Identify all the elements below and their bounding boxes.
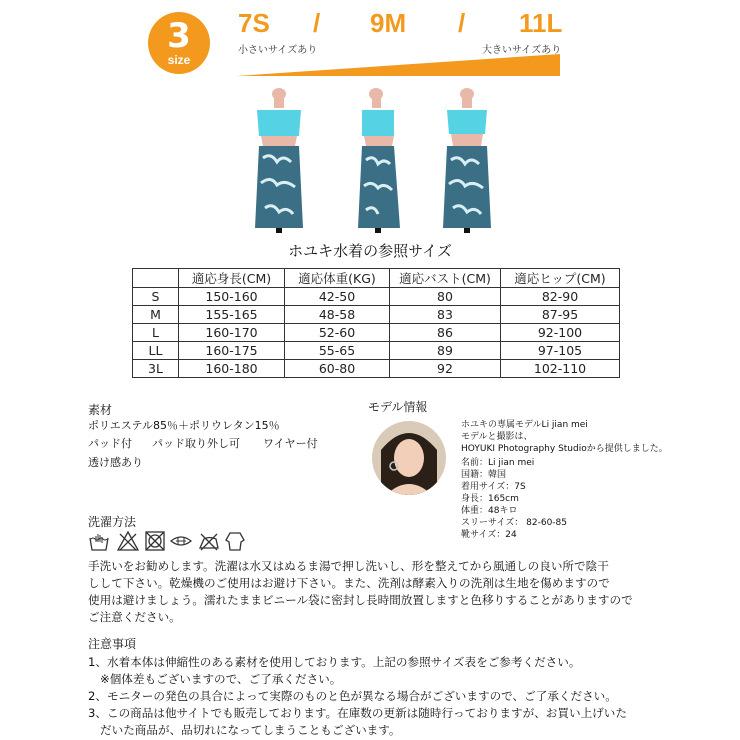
table-cell: 92-100 [501, 324, 620, 342]
table-cell: 102-110 [501, 360, 620, 378]
washing-line-1: 手洗いをお勧めします。洗濯は水又はぬるま湯で押し洗いし、形を整えてから風通しの良い所で陰干 [88, 559, 609, 573]
size-11l-label: 11L [519, 8, 563, 38]
table-cell: L [133, 324, 179, 342]
table-cell: 87-95 [501, 306, 620, 324]
table-cell: 80 [390, 288, 501, 306]
large-size-note: 大きいサイズあり [482, 45, 562, 56]
notes-line-1: 1、水着本体は伸縮性のある素材を使用しております。上記の参照サイズ表をご参考ください。 [88, 655, 581, 669]
notes-line-5: だいた商品が、品切れになってしまうこともございます。 [100, 723, 401, 737]
table-cell: 97-105 [501, 342, 620, 360]
table-header-cell: 適応身長(CM) [179, 269, 285, 288]
no-tumble-dry-icon [144, 530, 166, 552]
table-cell: 92 [390, 360, 501, 378]
table-cell: S [133, 288, 179, 306]
table-row [133, 360, 620, 378]
table-cell: 42-50 [285, 288, 390, 306]
hand-wash-icon [88, 530, 110, 552]
washing-line-4: ご注意ください。 [88, 610, 181, 624]
model-weight: 体重：48キロ [461, 506, 518, 516]
table-cell: M [133, 306, 179, 324]
model-shoe-size: 靴サイズ：24 [461, 530, 517, 540]
model-name: 名前：Li jian mei [461, 458, 535, 468]
model-heading: モデル情報 [368, 400, 428, 414]
table-cell: LL [133, 342, 179, 360]
table-cell: 82-90 [501, 288, 620, 306]
table-cell: 160-175 [179, 342, 285, 360]
wire-included: ワイヤー付 [263, 437, 318, 450]
table-cell: 52-60 [285, 324, 390, 342]
notes-line-4: 3、この商品は他サイトでも販売しております。在庫数の更新は随時行っておりますが、お買い上げいた [88, 706, 627, 720]
table-cell: 83 [390, 306, 501, 324]
no-dry-clean-icon [224, 530, 246, 552]
swimsuit-back-view [431, 88, 503, 233]
notes-line-3: 2、モニターの発色の具合によって実際のものと色が異なる場合がございますので、ご了承ください。 [88, 689, 617, 703]
table-cell: 89 [390, 342, 501, 360]
table-cell: 55-65 [285, 342, 390, 360]
material-heading: 素材 [88, 403, 113, 417]
no-bleach-icon [117, 530, 139, 552]
table-cell: 60-80 [285, 360, 390, 378]
swimsuit-front-view [243, 88, 315, 233]
model-height: 身長：165cm [461, 494, 519, 504]
table-row [133, 288, 620, 306]
pad-included: パッド付 [88, 437, 132, 450]
washing-heading: 洗濯方法 [88, 515, 137, 529]
washing-line-2: しして下さい。乾燥機のご使用はお避け下さい。また、洗剤は酵素入りの洗剤は生地を傷めますので [88, 576, 610, 590]
table-header-cell: 適応体重(KG) [285, 269, 390, 288]
size-table [132, 268, 620, 378]
model-wear-size: 着用サイズ：7S [461, 482, 526, 492]
size-scale-wedge [236, 54, 562, 78]
table-row [133, 306, 620, 324]
table-row [133, 342, 620, 360]
washing-line-3: 使用は避けましょう。濡れたままビニール袋に密封し長時間放置しますと色移りすることがありますので [88, 593, 633, 607]
small-size-note: 小さいサイズあり [238, 45, 318, 56]
size-separator: / [458, 8, 466, 38]
table-header-cell [133, 269, 179, 288]
model-nationality: 国籍：韓国 [461, 470, 507, 480]
notes-line-2: ※個体差もございますので、ご了承ください。 [100, 672, 342, 686]
see-through: 透け感あり [88, 456, 143, 469]
model-intro-1: ホユキの専属モデルLi jian mei [461, 420, 588, 430]
material-composition: ポリエステル85％＋ポリウレタン15％ [88, 419, 280, 432]
table-cell: 3L [133, 360, 179, 378]
no-iron-icon [198, 530, 220, 552]
table-cell: 160-170 [179, 324, 285, 342]
hang-dry-icon [170, 530, 192, 552]
table-cell: 86 [390, 324, 501, 342]
model-intro-3: HOYUKI Photography Studioから提供しました。 [461, 444, 668, 454]
size-9m-label: 9M [370, 8, 407, 38]
table-cell: 160-180 [179, 360, 285, 378]
pad-removable: パッド取り外し可 [152, 437, 240, 450]
size-count-badge [148, 12, 210, 74]
table-cell: 150-160 [179, 288, 285, 306]
model-measurements: スリーサイズ： 82-60-85 [461, 518, 567, 528]
model-photo [371, 420, 447, 496]
table-cell: 155-165 [179, 306, 285, 324]
table-header-row [133, 269, 620, 288]
badge-number: 3 [167, 16, 191, 56]
notes-heading: 注意事項 [88, 637, 137, 651]
size-chart-title: ホユキ水着の参照サイズ [288, 242, 452, 260]
model-intro-2: モデルと撮影は、 [461, 432, 533, 442]
size-separator: / [313, 8, 321, 38]
badge-label: size [167, 53, 191, 67]
size-7s-label: 7S [238, 8, 270, 38]
table-header-cell: 適応バスト(CM) [390, 269, 501, 288]
table-header-cell: 適応ヒップ(CM) [501, 269, 620, 288]
swimsuit-side-view [344, 88, 416, 233]
table-row [133, 324, 620, 342]
table-cell: 48-58 [285, 306, 390, 324]
